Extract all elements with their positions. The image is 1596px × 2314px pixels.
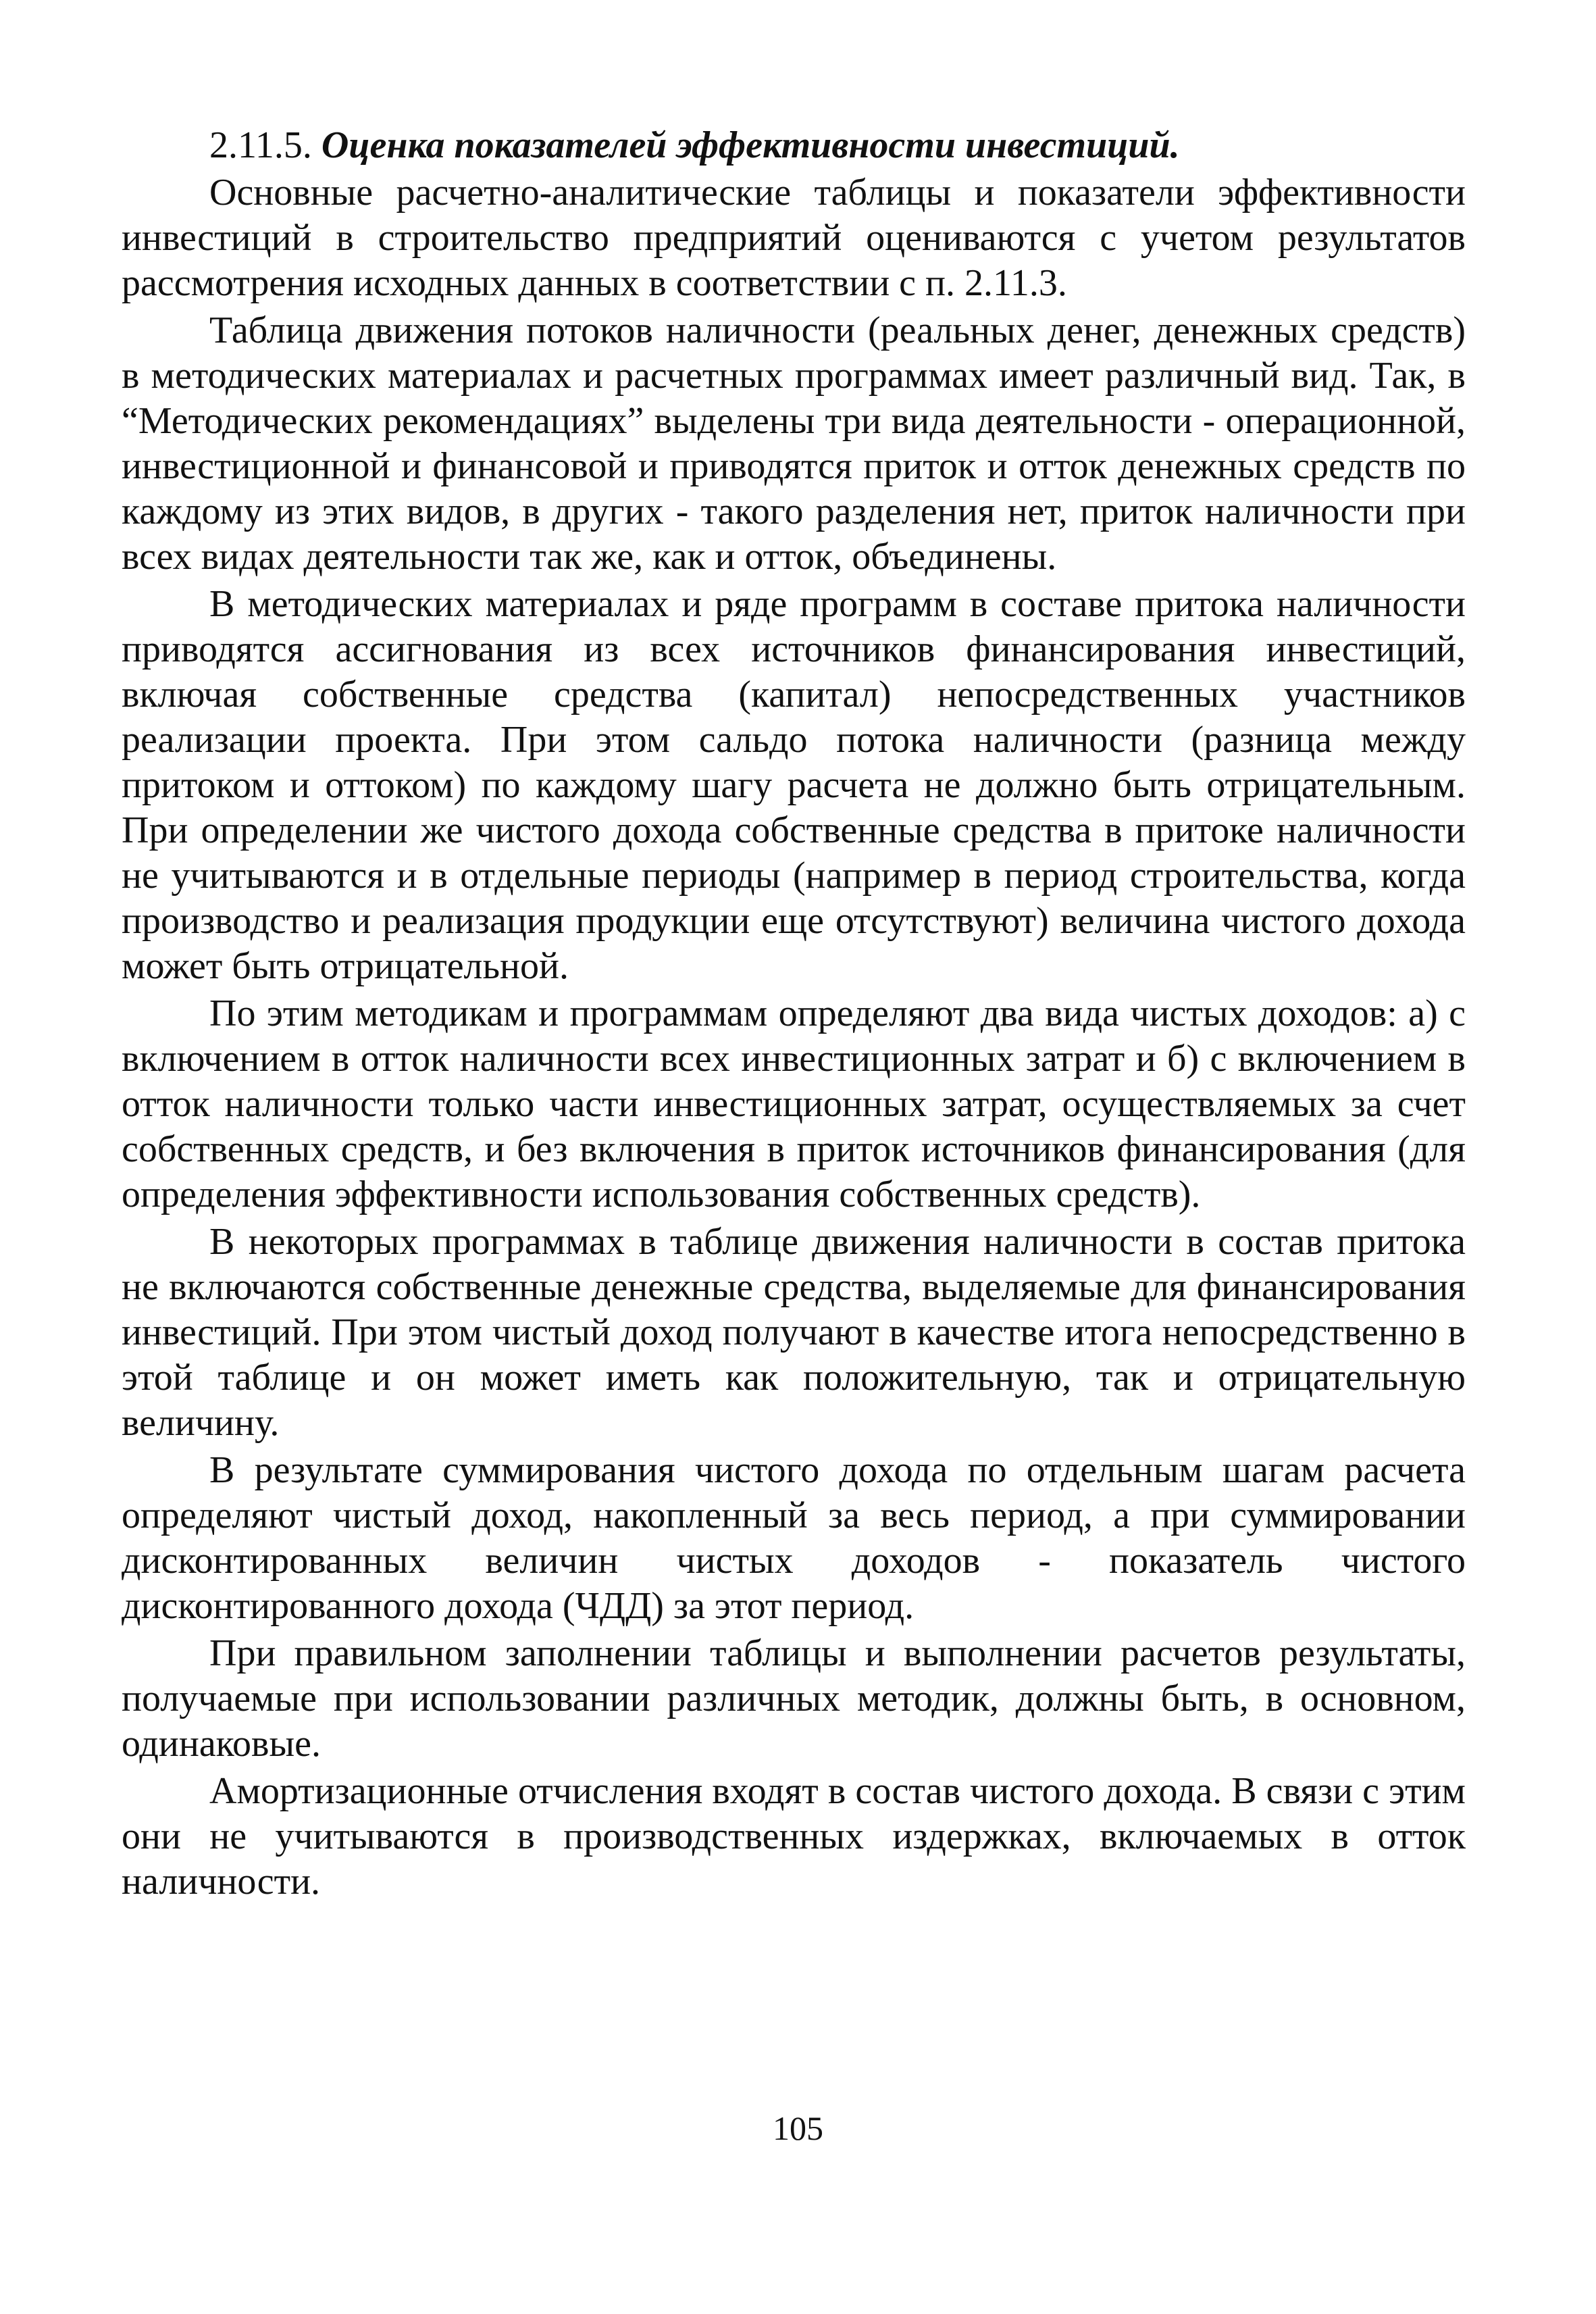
page-content: [122, 122, 1466, 1907]
paragraph-3: В методических материалах и ряде программ в составе притока наличности приводятся ассигнования из всех источников финансирования инвестиций, включая собственные средства (капитал) непосредственных участников реализации проекта. При этом сальдо потока наличности (разница между притоком и оттоком) по каждому шагу расчета не должно быть отрицательным. При определении же чистого дохода собственные средства в притоке наличности не учитываются и в отдельные периоды (например в период строительства, когда производство и реализация продукции еще отсутствуют) величина чистого дохода может быть отрицательной.: [122, 583, 1466, 987]
section-heading: [122, 122, 1466, 169]
paragraph-1: Основные расчетно-аналитические таблицы и показатели эффективности инвестиций в строительство предприятий оцениваются с учетом результатов рассмотрения исходных данных в соответствии с п. 2.11.3.: [122, 172, 1466, 304]
paragraph-5: В некоторых программах в таблице движения наличности в состав притока не включаются собственные денежные средства, выделяемые для финансирования инвестиций. При этом чистый доход получают в качестве итога непосредственно в этой таблице и он может иметь как положительную, так и отрицательную величину.: [122, 1221, 1466, 1444]
paragraph-7: При правильном заполнении таблицы и выполнении расчетов результаты, получаемые при использовании различных методик, должны быть, в основном, одинаковые.: [122, 1632, 1466, 1765]
section-title: Оценка показателей эффективности инвестиций.: [321, 124, 1180, 166]
page-number: 105: [773, 2109, 823, 2147]
paragraph-8: Амортизационные отчисления входят в состав чистого дохода. В связи с этим они не учитываются в производственных издержках, включаемых в отток наличности.: [122, 1770, 1466, 1903]
paragraph-4: По этим методикам и программам определяют два вида чистых доходов: а) с включением в отток наличности всех инвестиционных затрат и б) с включением в отток наличности только части инвестиционных затрат, осуществляемых за счет собственных средств, и без включения в приток источников финансирования (для определения эффективности использования собственных средств).: [122, 992, 1466, 1215]
section-number: 2.11.5.: [209, 124, 312, 166]
paragraph-6: В результате суммирования чистого дохода по отдельным шагам расчета определяют чистый доход, накопленный за весь период, а при суммировании дисконтированных величин чистых доходов - показатель чистого дисконтированного дохода (ЧДД) за этот период.: [122, 1449, 1466, 1627]
paragraph-2: Таблица движения потоков наличности (реальных денег, денежных средств) в методических материалах и расчетных программах имеет различный вид. Так, в “Методических рекомендациях” выделены три вида деятельности - операционной, инвестиционной и финансовой и приводятся приток и отток денежных средств по каждому из этих видов, в других - такого разделения нет, приток наличности при всех видах деятельности так же, как и отток, объединены.: [122, 309, 1466, 578]
